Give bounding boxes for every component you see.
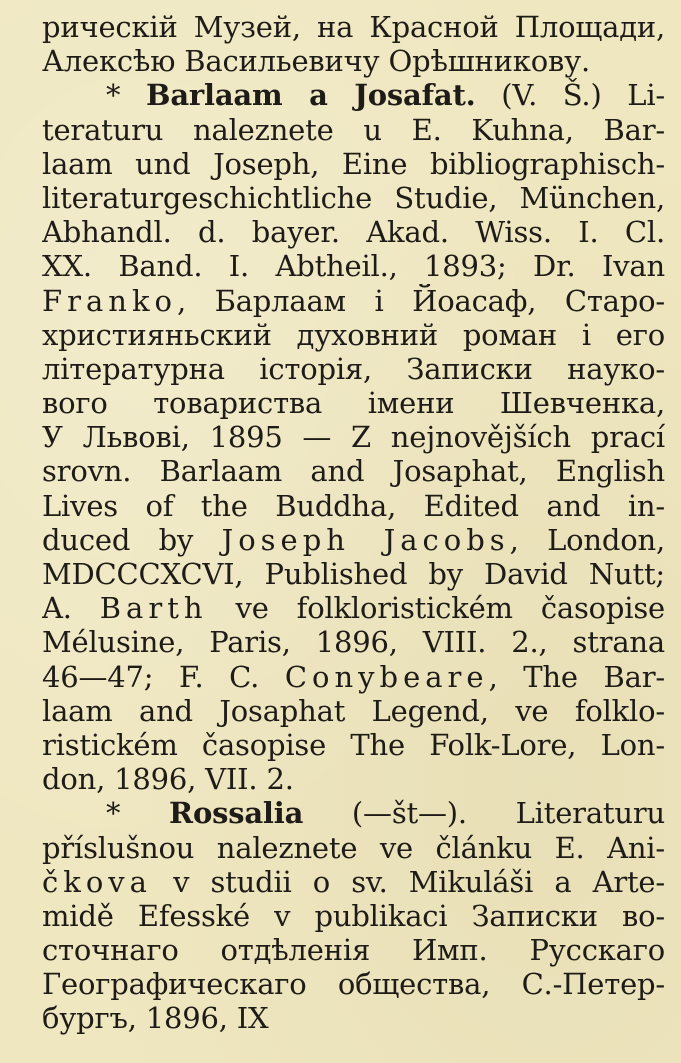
text-segment: (V. Š.) Li- bbox=[475, 78, 665, 113]
text-line: literaturgeschichtliche Studie, München, bbox=[42, 180, 665, 215]
text-line: У Львові, 1895 — Z nejnovějších prací bbox=[42, 420, 665, 455]
text-segment: , The Bar- bbox=[488, 659, 665, 694]
text-line: вого товариства імени Шевченка, bbox=[42, 386, 665, 421]
author-name: čkova bbox=[42, 864, 152, 899]
text-line bbox=[42, 284, 665, 318]
text-line: midě Efesské v publikaci Записки во- bbox=[42, 898, 665, 933]
text-line: XX. Band. I. Abtheil., 1893; Dr. Ivan bbox=[42, 249, 665, 284]
entry-heading-line bbox=[42, 796, 665, 830]
text-line bbox=[42, 660, 665, 694]
author-name: Joseph Jacobs bbox=[221, 522, 510, 557]
text-line: don, 1896, VII. 2. bbox=[42, 762, 294, 797]
text-line: laam and Josaphat Legend, ve folklo- bbox=[42, 693, 665, 728]
text-segment: 46—47; F. C. bbox=[42, 659, 285, 694]
text-line: Географическаго общества, С.-Петер- bbox=[42, 967, 665, 1002]
text-line: teraturu naleznete u E. Kuhna, Bar- bbox=[42, 112, 665, 147]
text-segment: A. bbox=[42, 591, 100, 626]
text-line: srovn. Barlaam and Josaphat, English bbox=[42, 454, 665, 489]
text-line: бургъ, 1896, IX bbox=[42, 1001, 269, 1036]
text-segment: , London, bbox=[509, 522, 665, 557]
text-line: сточнаго отдѣленія Имп. Русскаго bbox=[42, 933, 665, 968]
text-line: příslušnou naleznete ve článku E. Ani- bbox=[42, 830, 665, 865]
text-line: Lives of the Buddha, Edited and in- bbox=[42, 488, 665, 523]
author-name: Barth bbox=[99, 591, 208, 626]
text-line bbox=[42, 591, 665, 625]
text-line: літературна історія, Записки науко- bbox=[42, 351, 665, 386]
text-line: ristickém časopise The Folk-Lore, Lon- bbox=[42, 727, 665, 762]
text-line: Mélusine, Paris, 1896, VIII. 2., strana bbox=[42, 625, 665, 660]
asterisk-marker: * bbox=[106, 796, 170, 831]
text-line: Abhandl. d. bayer. Akad. Wiss. I. Cl. bbox=[42, 215, 665, 250]
text-segment: (—št—). Literaturu bbox=[303, 796, 665, 831]
text-line bbox=[42, 523, 665, 557]
text-segment: duced by bbox=[42, 522, 222, 557]
text-line: laam und Joseph, Eine bibliographisch- bbox=[42, 146, 665, 181]
text-line: Алексѣю Васильевичу Орѣшникову. bbox=[42, 44, 590, 79]
text-line: рическій Музей, на Красной Площади, bbox=[42, 10, 665, 44]
author-name: Franko bbox=[42, 283, 177, 318]
text-segment: , Барлаам і Йоасаф, Старо- bbox=[176, 283, 665, 318]
text-line bbox=[42, 865, 665, 899]
asterisk-marker: * bbox=[106, 78, 147, 113]
text-line: MDCCCXCVI, Published by David Nutt; bbox=[42, 557, 665, 591]
text-line: християньский духовний роман і его bbox=[42, 317, 665, 352]
text-segment: ve folkloristickém časopise bbox=[207, 591, 665, 626]
text-segment: v studii o sv. Mikuláši a Arte- bbox=[151, 864, 665, 899]
entry-heading-line bbox=[42, 78, 665, 112]
entry-title: Rossalia bbox=[169, 796, 304, 831]
author-name: Conybeare bbox=[284, 659, 489, 694]
entry-title: Barlaam a Josafat. bbox=[146, 78, 476, 113]
